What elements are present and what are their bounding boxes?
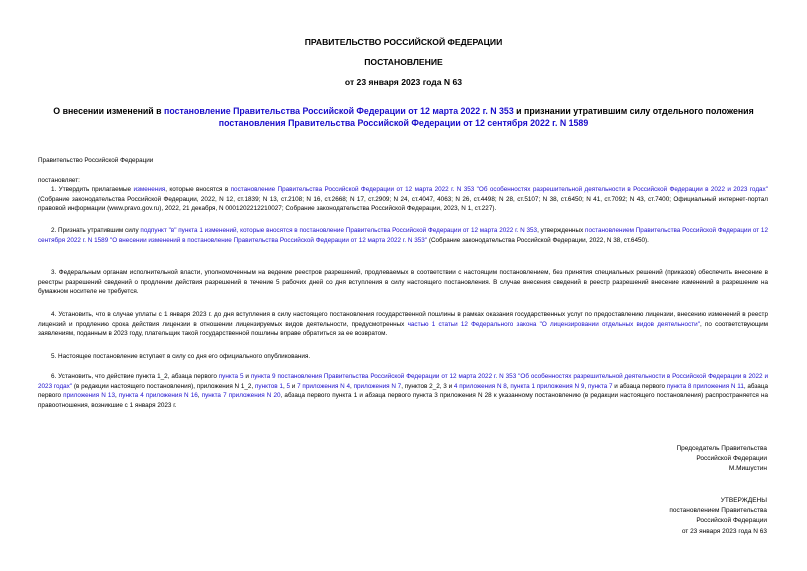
title-link-353[interactable]: постановление Правительства Российской Федерации от 12 марта 2022 г. N 353: [164, 106, 514, 116]
link-points-1[interactable]: пунктов 1: [254, 382, 283, 390]
link-decree-353[interactable]: постановление Правительства Российской Федерации от 12 марта 2022 г. N 353 "Об особенностях разрешительной деятельности в Российской Федерации в 2022 и 2023 годах": [230, 186, 768, 193]
approved-date: от 23 января 2023 года N 63: [681, 527, 767, 535]
paragraph-3: 3. Федеральным органам исполнительной власти, уполномоченным на ведение реестров разрешений, продлеваемых в соответствии с настоящим постановлением, без принятия специальных решений (приказов) обеспечить внесение в реестры разрешений сведений о продлении действия разрешений в течение 5 рабочих дней со дня вступления в силу настоящего постановления. В случае внесения сведений в реестр разрешений внесение изменений в разрешение на бумажном носителе не требуется.: [38, 269, 768, 296]
title-link-1589[interactable]: постановления Правительства Российской Федерации от 12 сентября 2022 г. N 1589: [218, 118, 589, 128]
link-point-4-app-16[interactable]: пункта 4 приложения N 16: [118, 392, 198, 400]
link-decree-353-p6[interactable]: постановления Правительства Российской Федерации от 12 марта 2022 г. N 353 "Об особенностях разрешительной деятельности в Российской Федерации в 2022 и 2023 годах": [38, 373, 768, 390]
decrees-text: постановляет:: [38, 177, 80, 184]
link-point-7-app-20[interactable]: пункта 7 приложения N 20: [201, 392, 281, 400]
paragraph-4: 4. Установить, что в случае уплаты с 1 января 2023 г. до дня вступления в силу настоящего постановления государственной пошлины в рамках оказания государственных услуг по предоставлению лицензии, внесению изменений в реестр лицензий и продлению срока действия лицензии в отношении лицензируемых видов деятельности, предусмотренных частью 1 статьи 12 Федерального закона "О лицензировании отдельных видов деятельности", по соответствующим заявлениям, поданным в 2023 году, плательщик такой государственной пошлины вправе обратиться за ее возвратом.: [38, 311, 768, 338]
link-point-5[interactable]: пункта 5: [218, 373, 244, 380]
government-heading: ПРАВИТЕЛЬСТВО РОССИЙСКОЙ ФЕДЕРАЦИИ: [304, 37, 503, 47]
link-5[interactable]: 5: [286, 382, 291, 390]
link-point-1-app-9[interactable]: пункта 1 приложения N 9: [510, 382, 585, 390]
document-date: от 23 января 2023 года N 63: [344, 77, 463, 87]
approved-org: Российской Федерации: [696, 517, 767, 525]
document-title: О внесении изменений в постановление Правительства Российской Федерации от 12 марта 2022 г. N 353 и признании утратившим силу отдельного положения постановления Правительства Российской Федерации от 12 сентября 2022 г. N 1589: [53, 106, 754, 128]
link-point-7[interactable]: пункта 7: [587, 382, 613, 390]
paragraph-5: 5. Настоящее постановление вступает в силу со дня его официального опубликования.: [51, 353, 311, 360]
approval-block: [669, 496, 767, 537]
issuer-text: Правительство Российской Федерации: [38, 157, 154, 164]
link-app-7[interactable]: приложения N 7: [353, 382, 402, 390]
approved-by: постановлением Правительства: [669, 507, 767, 515]
paragraph-1: 1. Утвердить прилагаемые изменения, которые вносятся в постановление Правительства Российской Федерации от 12 марта 2022 г. N 353 "Об особенностях разрешительной деятельности в Российской Федерации в 2022 и 2023 годах" (Собрание законодательства Российской Федерации, 2022, N 12, ст.1839; N 13, ст.2108; N 16, ст.2668; N 17, ст.2909; N 24, ст.4047, 4063; N 26, ст.4498; N 28, ст.5107; N 38, ст.6450; N 41, ст.7092; N 43, ст.7400; Официальный интернет-портал правовой информации (www.pravo.gov.ru), 2022, 21 декабря, N 0001202212210027; Собрание законодательства Российской Федерации, 2023, N 1, ст.227).: [38, 186, 768, 213]
link-subpoint-v[interactable]: подпункт "в" пункта 1 изменений, которые вносятся в постановление Правительства Российской Федерации от 12 марта 2022 г. N 353: [140, 227, 538, 234]
document-type: ПОСТАНОВЛЕНИЕ: [364, 57, 443, 67]
approved-label: УТВЕРЖДЕНЫ: [720, 497, 767, 504]
link-licensing-law[interactable]: частью 1 статьи 12 Федерального закона "О лицензировании отдельных видов деятельности": [407, 320, 700, 328]
signer-org: Российской Федерации: [696, 455, 767, 463]
link-point-9[interactable]: пункта 9: [250, 373, 276, 380]
link-7-app-4[interactable]: 7 приложения N 4: [297, 382, 351, 390]
link-4-app-8[interactable]: 4 приложения N 8: [453, 382, 507, 390]
signer-position: Председатель Правительства: [676, 445, 767, 452]
link-decree-1589[interactable]: постановлением Правительства Российской Федерации от 12 сентября 2022 г. N 1589 "О внесении изменений в постановление Правительства Российской Федерации от 12 марта 2022 г. N 353": [38, 227, 768, 244]
signer-name: М.Мишустин: [728, 465, 767, 473]
link-point-8-app-11[interactable]: пункта 8 приложения N 11: [666, 382, 744, 390]
paragraph-6: 6. Установить, что действие пункта 1_2, абзаца первого пункта 5 и пункта 9 постановления Правительства Российской Федерации от 12 марта 2022 г. N 353 "Об особенностях разрешительной деятельности в Российской Федерации в 2022 и 2023 годах" (в редакции настоящего постановления), приложения N 1_2, пунктов 1, 5 и 7 приложения N 4, приложения N 7, пунктов 2_2, 3 и 4 приложения N 8, пункта 1 приложения N 9, пункта 7 и абзаца первого пункта 8 приложения N 11, абзаца первого приложения N 13, пункта 4 приложения N 16, пункта 7 приложения N 20, абзаца первого пункта 1 и абзаца первого пункта 3 приложения N 28 к указанному постановлению (в редакции настоящего постановления) распространяется на правоотношения, возникшие с 1 января 2023 г.: [38, 373, 769, 409]
link-changes[interactable]: изменения: [133, 186, 166, 193]
signature-block: [676, 444, 767, 475]
paragraph-2: 2. Признать утратившим силу подпункт "в" пункта 1 изменений, которые вносятся в постановление Правительства Российской Федерации от 12 марта 2022 г. N 353, утвержденных постановлением Правительства Российской Федерации от 12 сентября 2022 г. N 1589 "О внесении изменений в постановление Правительства Российской Федерации от 12 марта 2022 г. N 353" (Собрание законодательства Российской Федерации, 2022, N 38, ст.6450).: [38, 227, 768, 244]
link-app-13[interactable]: приложения N 13: [63, 392, 115, 400]
